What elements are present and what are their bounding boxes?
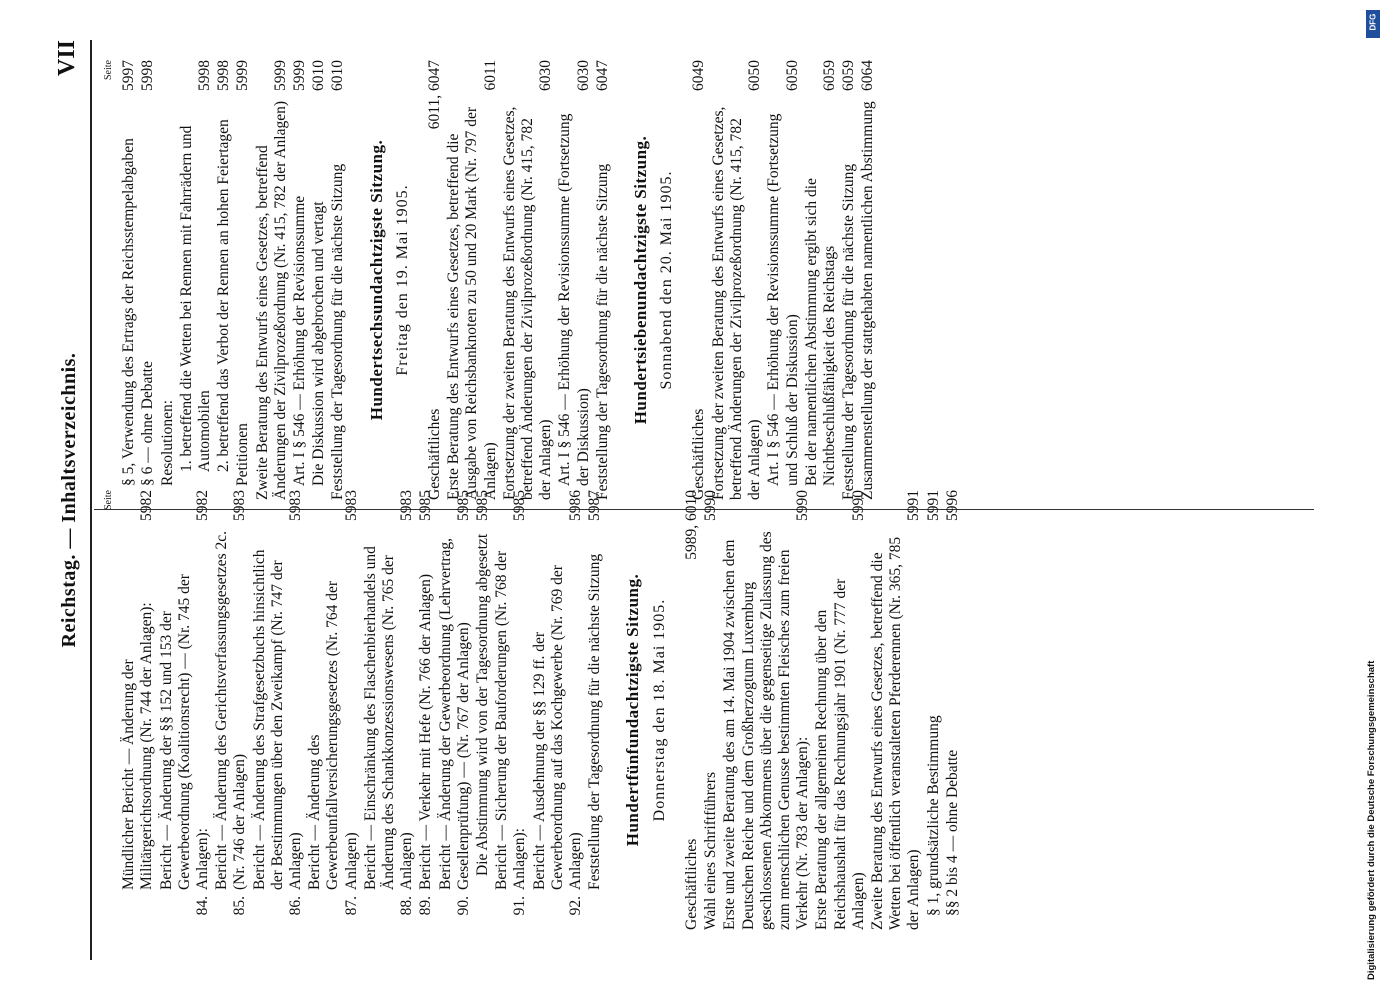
entry-page: 6059 [840, 60, 858, 91]
toc-entry [362, 490, 417, 930]
entry-page: 5998 [215, 60, 233, 91]
entry-number: 87. [342, 896, 360, 916]
entry-page: 6047 [593, 60, 611, 91]
entry-text: Die Diskussion wird abgebrochen und vertagt [310, 201, 328, 486]
entry-number: 86. [287, 896, 305, 916]
toc-entry [501, 60, 556, 500]
toc-entry [426, 60, 444, 500]
entry-page: 5985 [454, 490, 472, 521]
entry-text: Bericht — Verkehr mit Hefe (Nr. 766 der Anlagen) [417, 573, 435, 890]
toc-entry [702, 490, 720, 930]
section-date: Sonnabend den 20. Mai 1905. [658, 170, 676, 390]
toc-entry [291, 60, 309, 500]
entry-text: 2. betreffend das Verbot der Rennen an hohen Feiertagen [215, 119, 233, 472]
entry-page: 5982 [194, 490, 212, 521]
toc-entry [254, 60, 290, 500]
entry-page: 6010 [310, 60, 328, 91]
entry-text: Erste und zweite Beratung des am 14. Mai 1904 zwischen dem Deutschen Reiche und dem Großherzogtum Luxemburg geschlossenen Abkommens über die gegenseitige Zulassung des zum menschlichen Genusse bestimmten Fleisches zum freien Verkehr (Nr. 783 der Anlagen): [721, 531, 812, 930]
toc-entry [765, 60, 801, 500]
toc-entry [925, 490, 943, 930]
entry-number: 85. [231, 896, 249, 916]
entry-page: 5983 [342, 490, 360, 521]
entry-text: Geschäftliches [690, 408, 708, 500]
toc-entry [813, 490, 868, 930]
entry-page: 5999 [291, 60, 309, 91]
digitization-note [1366, 10, 1378, 980]
entry-text: Bericht — Änderung des Gerichtsverfassungsgesetzes 2c. (Nr. 746 der Anlagen) [213, 531, 249, 890]
entry-page: 5991 [905, 490, 923, 521]
toc-entry [251, 490, 306, 930]
entry-page: 5998 [196, 60, 214, 91]
entry-text: Wahl eines Schriftführers [702, 771, 720, 930]
entry-text: Geschäftliches [426, 408, 444, 500]
entry-page: 5987 [586, 490, 604, 521]
entry-number: 88. [398, 896, 416, 916]
entry-text: Fortsetzung der zweiten Beratung des Entwurfs eines Gesetzes, betreffend Änderungen der Zivilprozeßordnung (Nr. 415, 782 der Anlagen) [709, 106, 764, 500]
toc-entry [556, 60, 592, 500]
entry-page: 5990 [849, 490, 867, 521]
toc-entry [710, 60, 765, 500]
entry-text: Fortsetzung der zweiten Beratung des Entwurfs eines Gesetzes, betreffend Änderungen der Zivilprozeßordnung (Nr. 415, 782 der Anlagen) [500, 106, 555, 500]
toc-entry [310, 60, 328, 500]
entry-text: Feststellung der Tagesordnung für die nächste Sitzung [329, 163, 347, 500]
entry-text: Erste Beratung der allgemeinen Rechnung über den Reichshaushalt für das Rechnungsjahr 1901 (Nr. 777 der Anlagen) [813, 578, 867, 930]
entry-text: Erste Beratung des Entwurfs eines Gesetzes, betreffend die Ausgabe von Reichsbanknoten zu 50 und 20 Mark (Nr. 797 der Anlagen) [445, 106, 499, 500]
right-top-entries [120, 60, 347, 500]
dfg-logo-text: DFG [1368, 13, 1378, 31]
toc-entry [721, 490, 812, 930]
entry-number: 84. [194, 896, 212, 916]
entry-page: 5996 [943, 490, 961, 521]
entry-page: 5990 [702, 490, 720, 521]
section-date: Donnerstag den 18. Mai 1905. [650, 598, 668, 822]
entry-page: 5985 [511, 490, 529, 521]
entry-text: Feststellung der Tagesordnung für die nächste Sitzung [593, 163, 611, 500]
entry-page: 6011 [481, 60, 499, 91]
section-entries [426, 60, 612, 500]
toc-entry [803, 60, 839, 500]
toc-entry [586, 490, 604, 930]
entry-page: 5999 [234, 60, 252, 91]
entry-text: § 1, grundsätzliche Bestimmung [924, 715, 942, 916]
toc-entry [474, 490, 492, 930]
toc-entry [178, 60, 214, 500]
entry-text: Art. I § 546 — Erhöhung der Revisionssumme [291, 195, 309, 486]
section-entries [683, 490, 962, 930]
entry-page: 6011, 6047 [426, 60, 444, 130]
entry-text: Zweite Beratung des Entwurfs eines Gesetzes, betreffend die Wetten bei öffentlich veranstalteten Pferderennen (Nr. 365, 785 der Anlagen) [868, 536, 923, 930]
entry-page: 5991 [924, 490, 942, 521]
toc-entry [329, 60, 347, 500]
entry-text: Die Abstimmung wird von der Tagesordnung abgesetzt [474, 533, 492, 876]
entry-text: Bericht — Ausdehnung der §§ 129 ff. der Gewerbeordnung auf das Kochgewerbe (Nr. 769 der Anlagen) [530, 565, 585, 890]
entry-page: 5982 [138, 490, 156, 521]
entry-page: 5997 [120, 60, 138, 91]
entry-page: 5983 [287, 490, 305, 521]
entry-page: 5989, 6010 [682, 490, 700, 560]
seite-label: Seite [103, 60, 114, 80]
entry-page: 5985 [474, 490, 492, 521]
entry-text: Art. I § 546 — Erhöhung der Revisionssumme (Fortsetzung der Diskussion) [556, 113, 592, 486]
entry-page: 6049 [690, 60, 708, 91]
entry-page: 6030 [537, 60, 555, 91]
toc-entry [417, 490, 435, 930]
entry-text: Feststellung der Tagesordnung für die nächste Sitzung [840, 163, 858, 500]
toc-entry [120, 490, 156, 930]
dfg-logo [1366, 10, 1380, 38]
entry-page: 6059 [820, 60, 838, 91]
toc-entry [306, 490, 361, 930]
digitization-note-text: Digitalisierung gefördert durch die Deutsche Forschungsgemeinschaft [1366, 660, 1377, 980]
section-entries [690, 60, 877, 500]
section-date: Freitag den 19. Mai 1905. [393, 184, 411, 376]
entry-text: Bei der namentlichen Abstimmung ergibt sich die Nichtbeschlußfähigkeit des Reichstags [802, 178, 838, 486]
entry-text: Resolutionen: [158, 399, 176, 486]
toc-entry [690, 60, 708, 500]
seite-label: Seite [103, 490, 114, 510]
entry-text: Mündlicher Bericht — Änderung der Militärgerichtsordnung (Nr. 744 der Anlagen): [120, 602, 156, 890]
entry-page: 5985 [417, 490, 435, 521]
page-number: VII [54, 40, 80, 77]
section-title: Hundertsechsundachtzigste Sitzung. [366, 139, 386, 421]
right-column [100, 60, 879, 500]
entry-text: Art. I § 546 — Erhöhung der Revisionssumme (Fortsetzung und Schluß der Diskussion) [765, 113, 801, 486]
entry-text: Bericht — Sicherung der Bauforderungen (Nr. 768 der Anlagen): [493, 550, 529, 890]
section-title: Hundertsiebenundachtzigste Sitzung. [631, 135, 651, 425]
entry-text: Feststellung der Tagesordnung für die nächste Sitzung [586, 553, 604, 890]
toc-entry [139, 60, 157, 500]
entry-text: Bericht — Änderung des Strafgesetzbuchs hinsichtlich der Bestimmungen über den Zweikampf (Nr. 747 der Anlagen) [250, 549, 305, 890]
entry-text: Bericht — Änderung der §§ 152 und 153 der Gewerbeordnung (Koalitionsrecht) — (Nr. 745 der Anlagen): [157, 574, 212, 890]
toc-entry [594, 60, 612, 500]
entry-text: Bericht — Änderung des Gewerbeunfallversicherungsgesetzes (Nr. 764 der Anlagen) [306, 580, 360, 890]
toc-entry [531, 490, 586, 930]
entry-page: 6064 [859, 60, 877, 91]
toc-entry [120, 60, 138, 500]
entry-text: Zusammenstellung der stattgehabten namentlichen Abstimmung [859, 101, 877, 500]
entry-page: 5983 [398, 490, 416, 521]
entry-text: Geschäftliches [682, 838, 700, 930]
toc-entry [683, 490, 701, 930]
entry-page: 6050 [746, 60, 764, 91]
entry-text: Petitionen [234, 423, 252, 486]
toc-entry [213, 490, 249, 930]
toc-entry [159, 60, 177, 500]
entry-number: 90. [454, 896, 472, 916]
entry-page: 6050 [783, 60, 801, 91]
entry-page: 5999 [271, 60, 289, 91]
entry-number: 92. [567, 896, 585, 916]
entry-page: 5983 [231, 490, 249, 521]
toc-entry [158, 490, 213, 930]
left-entries [120, 490, 604, 930]
toc-entry [869, 490, 924, 930]
page-header [50, 40, 92, 960]
entry-text: Bericht — Einschränkung des Flaschenbierhandels und Änderung des Schankkonzessionswesens (Nr. 765 der Anlagen) [361, 546, 416, 890]
toc-entry [215, 60, 233, 500]
entry-page: 5986 [567, 490, 585, 521]
toc-entry [445, 60, 500, 500]
entry-number: 89. [417, 896, 435, 916]
toc-entry [493, 490, 529, 930]
entry-text: Zweite Beratung des Entwurfs eines Gesetzes, betreffend Änderungen der Zivilprozeßordnung (Nr. 415, 782 der Anlagen) [253, 100, 289, 500]
entry-page: 5990 [794, 490, 812, 521]
toc-entry [234, 60, 252, 500]
toc-entry [437, 490, 473, 930]
entry-text: Bericht — Änderung der Gewerbeordnung (Lehrvertrag, Gesellenprüfung) — (Nr. 767 der Anlagen) [436, 537, 472, 890]
entry-number: 91. [511, 896, 529, 916]
entry-page: 6010 [329, 60, 347, 91]
left-column [100, 490, 963, 930]
entry-text: §§ 2 bis 4 — ohne Debatte [943, 749, 961, 916]
entry-page: 5998 [139, 60, 157, 91]
entry-text: 1. betreffend die Wetten bei Rennen mit Fahrrädern und Automobilen [177, 125, 214, 472]
entry-page: 6030 [574, 60, 592, 91]
section-title: Hundertfünfundachtzigste Sitzung. [623, 573, 643, 847]
entry-text: § 6 — ohne Debatte [139, 361, 157, 486]
entry-text: § 5, Verwendung des Ertrags der Reichsstempelabgaben [120, 138, 138, 486]
running-title: Reichstag. — Inhaltsverzeichnis. [58, 352, 80, 648]
toc-entry [944, 490, 962, 930]
toc-entry [840, 60, 858, 500]
toc-entry [859, 60, 877, 500]
